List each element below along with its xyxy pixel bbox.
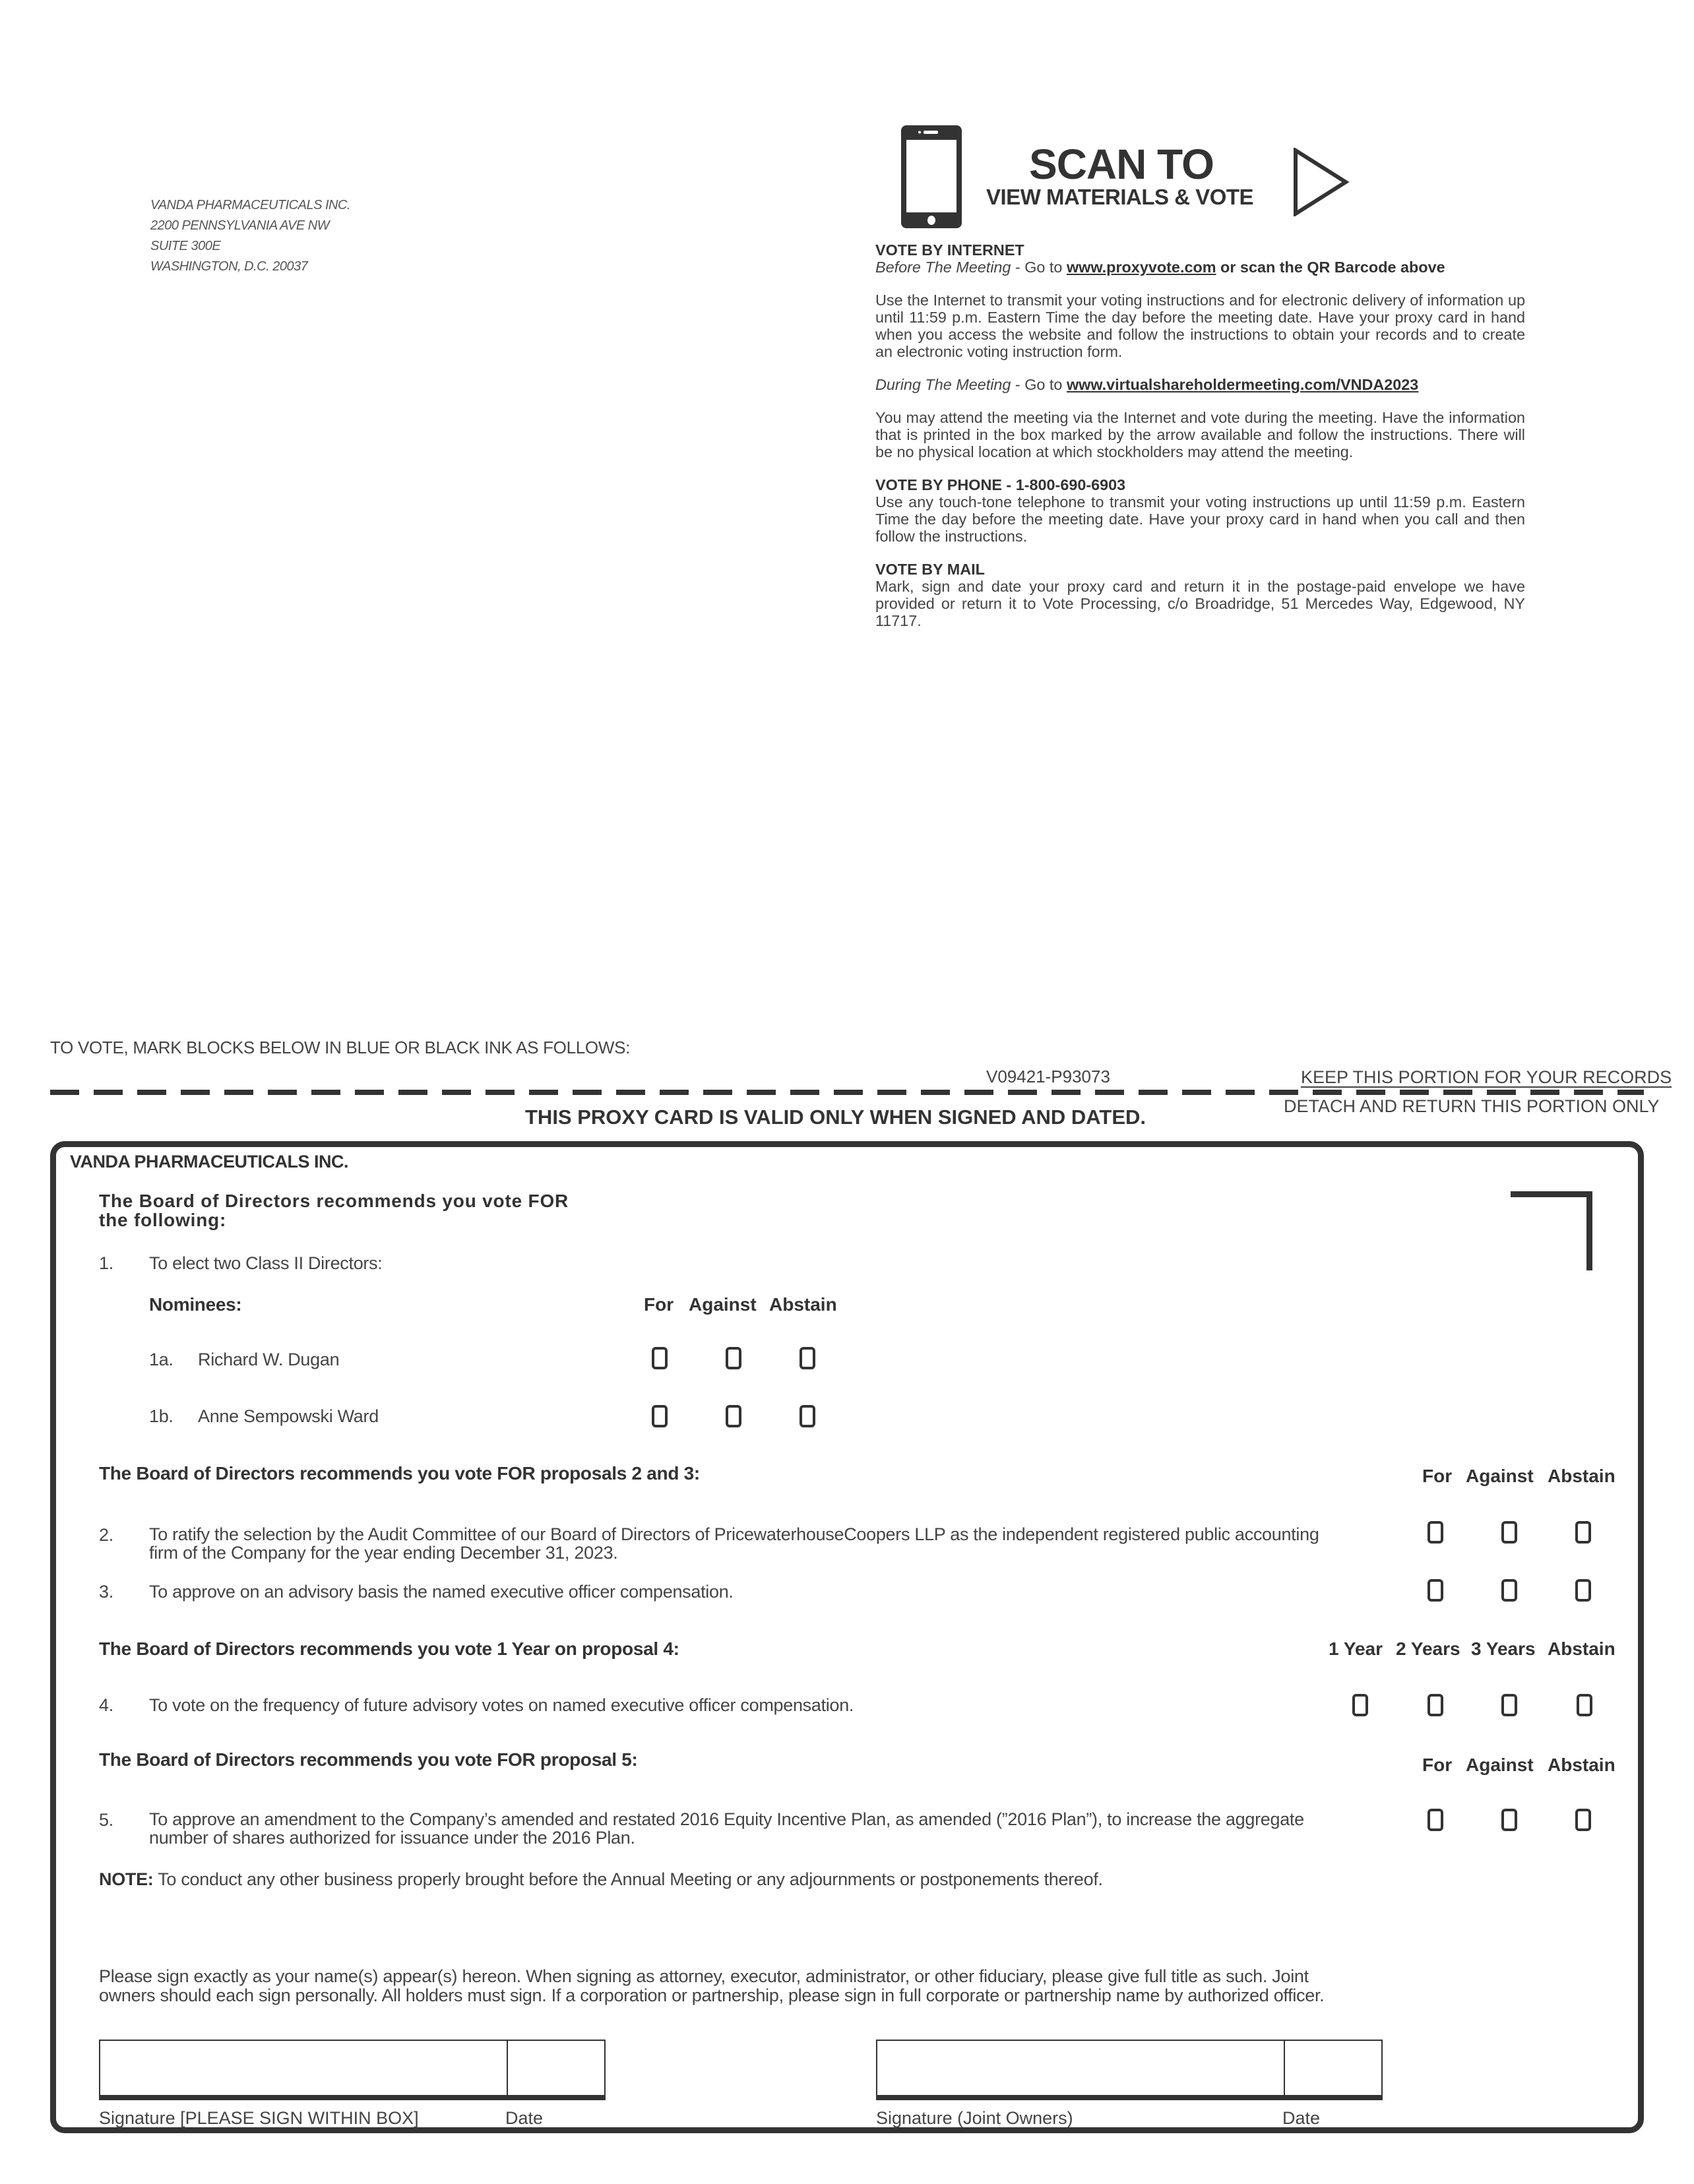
column-against: Against bbox=[689, 1294, 757, 1315]
joint-signature-box[interactable] bbox=[876, 2040, 1383, 2100]
column-against: Against bbox=[1466, 1466, 1534, 1486]
checkbox-1a-against[interactable] bbox=[726, 1347, 741, 1369]
qr-instruction: or scan the QR Barcode above bbox=[1216, 259, 1445, 276]
smartphone-icon bbox=[900, 124, 963, 230]
play-arrow-outline-icon bbox=[1293, 148, 1350, 216]
column-abstain: Abstain bbox=[1548, 1466, 1616, 1486]
date-label: Date bbox=[505, 2108, 544, 2128]
item-number: 5. bbox=[99, 1810, 113, 1830]
column-3-years: 3 Years bbox=[1471, 1638, 1536, 1659]
checkbox-4-3-years[interactable] bbox=[1501, 1694, 1517, 1716]
column-2-years: 2 Years bbox=[1396, 1638, 1460, 1659]
item-number: 4. bbox=[99, 1695, 113, 1715]
address-line: 2200 PENNSYLVANIA AVE NW bbox=[150, 218, 330, 233]
item-text: To elect two Class II Directors: bbox=[149, 1253, 383, 1273]
checkbox-3-abstain[interactable] bbox=[1575, 1579, 1591, 1602]
vote-phone-heading: VOTE BY PHONE - 1-800-690-6903 bbox=[875, 476, 1126, 493]
signature-label: Signature [PLEASE SIGN WITHIN BOX] bbox=[99, 2108, 419, 2128]
proposal-text-line: To ratify the selection by the Audit Committee of our Board of Directors of PricewaterhouseCoopers LLP as the independent registered public accounting bbox=[149, 1524, 1319, 1544]
checkbox-4-abstain[interactable] bbox=[1577, 1694, 1592, 1716]
signature-date-divider bbox=[1284, 2041, 1285, 2095]
checkbox-2-for[interactable] bbox=[1427, 1521, 1443, 1544]
nominees-label: Nominees: bbox=[149, 1294, 242, 1315]
before-meeting-line bbox=[875, 259, 1525, 276]
address-line: SUITE 300E bbox=[150, 239, 221, 253]
mail-instructions: Mark, sign and date your proxy card and return it in the postage-paid envelope we have provided or return it to Vote Processing, c/o Broadridge, 51 Mercedes Way, Edgewood, NY 11717. bbox=[875, 578, 1525, 629]
company-name: VANDA PHARMACEUTICALS INC. bbox=[70, 1152, 348, 1171]
during-meeting-label: During The Meeting bbox=[875, 376, 1011, 393]
address-line: WASHINGTON, D.C. 20037 bbox=[150, 259, 308, 274]
proposal-5-text bbox=[149, 1810, 1304, 1847]
checkbox-1a-abstain[interactable] bbox=[800, 1347, 815, 1369]
during-meeting-instructions: You may attend the meeting via the Internet and vote during the meeting. Have the information that is printed in the box marked by the arrow available and follow the instructions. There will be no physical location at which stockholders may attend the meeting. bbox=[875, 409, 1525, 460]
column-for: For bbox=[1422, 1466, 1453, 1486]
proposal-text-line: firm of the Company for the year ending December 31, 2023. bbox=[149, 1543, 618, 1563]
column-abstain: Abstain bbox=[1548, 1755, 1616, 1775]
checkbox-5-against[interactable] bbox=[1501, 1809, 1517, 1831]
proxyvote-link[interactable]: www.proxyvote.com bbox=[1066, 259, 1216, 276]
valid-notice: THIS PROXY CARD IS VALID ONLY WHEN SIGNED AND DATED. bbox=[525, 1106, 1146, 1129]
virtual-meeting-link[interactable]: www.virtualshareholdermeeting.com/VNDA2023 bbox=[1066, 376, 1419, 393]
section3-heading: The Board of Directors recommends you vote 1 Year on proposal 4: bbox=[99, 1638, 679, 1659]
checkbox-2-against[interactable] bbox=[1501, 1521, 1517, 1544]
section4-heading: The Board of Directors recommends you vote FOR proposal 5: bbox=[99, 1749, 638, 1770]
joint-signature-label: Signature (Joint Owners) bbox=[876, 2108, 1073, 2128]
column-1-year: 1 Year bbox=[1329, 1638, 1383, 1659]
checkbox-5-for[interactable] bbox=[1427, 1809, 1443, 1831]
detach-portion-text: DETACH AND RETURN THIS PORTION ONLY bbox=[1284, 1096, 1660, 1116]
item-number: 2. bbox=[99, 1525, 113, 1545]
item-number: 1. bbox=[99, 1253, 113, 1273]
sign-instructions-line: Please sign exactly as your name(s) appear(s) hereon. When signing as attorney, executor, administrator, or other fiduciary, please give full title as such. Joint bbox=[99, 1966, 1309, 1986]
checkbox-4-1-year[interactable] bbox=[1352, 1694, 1368, 1716]
sign-instructions bbox=[99, 1967, 1324, 2005]
checkbox-2-abstain[interactable] bbox=[1575, 1521, 1591, 1544]
section2-heading: The Board of Directors recommends you vote FOR proposals 2 and 3: bbox=[99, 1463, 700, 1483]
keep-portion-text: KEEP THIS PORTION FOR YOUR RECORDS bbox=[1301, 1067, 1672, 1087]
checkbox-1a-for[interactable] bbox=[652, 1347, 668, 1369]
section1-heading-line1: The Board of Directors recommends you vote FOR bbox=[99, 1191, 569, 1211]
scan-subtitle: VIEW MATERIALS & VOTE bbox=[986, 185, 1254, 209]
address-line: VANDA PHARMACEUTICALS INC. bbox=[150, 198, 350, 212]
proposal-text-line: To approve an amendment to the Company’s amended and restated 2016 Equity Incentive Plan, as amended (”2016 Plan”), to increase the aggregate bbox=[149, 1809, 1304, 1829]
section1-heading bbox=[99, 1191, 569, 1230]
signature-date-divider bbox=[507, 2041, 508, 2095]
proposal-2-text bbox=[149, 1525, 1319, 1562]
checkbox-1b-abstain[interactable] bbox=[800, 1405, 815, 1427]
proposal-text-line: number of shares authorized for issuance under the 2016 Plan. bbox=[149, 1828, 635, 1848]
perforation-line bbox=[50, 1090, 1644, 1095]
phone-instructions: Use any touch-tone telephone to transmit your voting instructions up until 11:59 p.m. Eastern Time the day before the meeting date. Have your proxy card in hand when you call and then follow the instructions. bbox=[875, 493, 1525, 545]
joint-date-label: Date bbox=[1282, 2108, 1321, 2128]
vote-internet-heading: VOTE BY INTERNET bbox=[875, 241, 1024, 259]
column-against: Against bbox=[1466, 1755, 1534, 1775]
proposal-4-text: To vote on the frequency of future advisory votes on named executive officer compensation. bbox=[149, 1695, 854, 1715]
column-for: For bbox=[644, 1294, 674, 1315]
nominee-name: Anne Sempowski Ward bbox=[198, 1406, 379, 1426]
checkbox-1b-against[interactable] bbox=[726, 1405, 741, 1427]
vote-mail-heading: VOTE BY MAIL bbox=[875, 561, 985, 578]
goto-text: - Go to bbox=[1011, 259, 1067, 276]
scan-title: SCAN TO bbox=[1029, 140, 1214, 188]
note-label: NOTE: bbox=[99, 1869, 154, 1889]
internet-instructions: Use the Internet to transmit your voting instructions and for electronic delivery of information up until 11:59 p.m. Eastern Time the day before the meeting date. Have your proxy card in hand when you access the website and follow the instructions to obtain your records and to create an electronic voting instruction form. bbox=[875, 292, 1525, 360]
control-number: V09421-P93073 bbox=[986, 1067, 1110, 1086]
section1-heading-line2: the following: bbox=[99, 1210, 227, 1230]
sign-instructions-line: owners should each sign personally. All holders must sign. If a corporation or partnership, please sign in full corporate or partnership name by authorized officer. bbox=[99, 1985, 1325, 2005]
column-abstain: Abstain bbox=[769, 1294, 837, 1315]
corner-marker bbox=[1511, 1191, 1592, 1270]
checkbox-5-abstain[interactable] bbox=[1575, 1809, 1591, 1831]
proposal-3-text: To approve on an advisory basis the named executive officer compensation. bbox=[149, 1582, 734, 1602]
column-for: For bbox=[1422, 1755, 1453, 1775]
mark-instructions: TO VOTE, MARK BLOCKS BELOW IN BLUE OR BLACK INK AS FOLLOWS: bbox=[50, 1038, 631, 1057]
vote-by-internet-section bbox=[875, 241, 1525, 629]
checkbox-1b-for[interactable] bbox=[652, 1405, 668, 1427]
checkbox-3-against[interactable] bbox=[1501, 1579, 1517, 1602]
during-meeting-line bbox=[875, 376, 1525, 393]
nominee-number: 1b. bbox=[149, 1406, 173, 1426]
column-abstain: Abstain bbox=[1548, 1638, 1616, 1659]
checkbox-3-for[interactable] bbox=[1427, 1579, 1443, 1602]
goto-text: - Go to bbox=[1011, 376, 1067, 393]
nominee-number: 1a. bbox=[149, 1350, 173, 1369]
note-text: To conduct any other business properly brought before the Annual Meeting or any adjournments or postponements thereof. bbox=[153, 1869, 1103, 1889]
signature-box[interactable] bbox=[99, 2040, 606, 2100]
return-address bbox=[150, 195, 350, 277]
before-meeting-label: Before The Meeting bbox=[875, 259, 1011, 276]
nominee-name: Richard W. Dugan bbox=[198, 1350, 340, 1369]
checkbox-4-2-years[interactable] bbox=[1427, 1694, 1443, 1716]
item-number: 3. bbox=[99, 1582, 113, 1602]
note bbox=[99, 1869, 1103, 1890]
